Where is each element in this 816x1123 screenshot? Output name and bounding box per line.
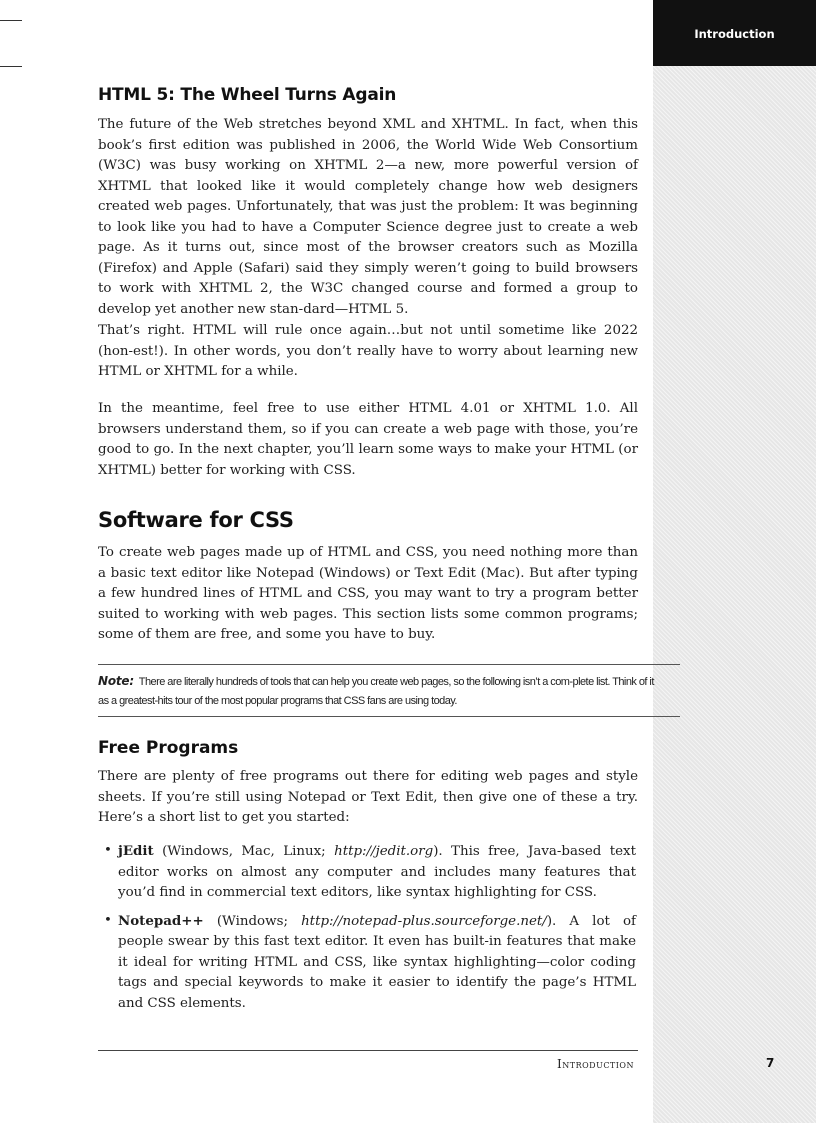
- section-heading-html5: HTML 5: The Wheel Turns Again: [98, 85, 397, 105]
- section-software-paragraph: [98, 543, 638, 646]
- chapter-tab-label: Introduction: [694, 27, 775, 41]
- note-box: [98, 664, 680, 717]
- section-html5: [98, 85, 638, 105]
- crop-mark-middle: [0, 66, 22, 67]
- bullet: •: [104, 912, 112, 928]
- program-url[interactable]: http://jedit.org: [334, 844, 434, 859]
- list-item: [104, 841, 636, 904]
- section-heading-software: Software for CSS: [98, 508, 294, 532]
- note-text: There are literally hundreds of tools that can help you create web pages, so the following isn’t a com-plete list. Think of it as a greatest-hits tour of the most popular programs that CSS fans are using today.: [98, 676, 654, 707]
- chapter-tab: [653, 0, 816, 66]
- list-item: [104, 911, 636, 1015]
- program-description: ). A lot of people swear by this fast text editor. It even has built-in features that make it ideal for writing HTML and CSS, like syntax highlighting—color coding tags and special keywords to make it easier to identify the page’s HTML and CSS elements.: [118, 913, 636, 1011]
- program-name: jEdit: [118, 843, 154, 859]
- bullet: •: [104, 843, 112, 858]
- program-description: ). This free, Java-based text editor works on almost any computer and includes many features that you’d find in commercial text editors, like syntax highlighting for CSS.: [118, 844, 636, 900]
- section-html5-paragraph-2: [98, 321, 638, 383]
- section-software: [98, 508, 638, 532]
- program-name: Notepad++: [118, 912, 204, 929]
- footer-rule: [98, 1050, 638, 1051]
- crop-mark-top: [0, 20, 22, 21]
- body-paragraph: The future of the Web stretches beyond XML and XHTML. In fact, when this book’s first edition was published in 2006, the World Wide Web Consortium (W3C) was busy working on XHTML 2—a new, more powerful version of XHTML that looked like it would completely change how web designers created web pages. Unfortunately, that was just the problem: It was beginning to look like you had to have a Computer Science degree just to create a web page. As it turns out, since most of the browser creators such as Mozilla (Firefox) and Apple (Safari) said they simply weren’t going to build browsers to work with XHTML 2, the W3C changed course and formed a group to develop yet another new stan-dard—HTML 5.: [98, 117, 638, 317]
- running-footer: Introduction: [557, 1057, 634, 1071]
- section-html5-paragraph-3: [98, 399, 638, 481]
- program-platforms: (Windows, Mac, Linux;: [153, 844, 335, 859]
- section-html5-paragraph-1: [98, 115, 638, 320]
- body-paragraph: In the meantime, feel free to use either HTML 4.01 or XHTML 1.0. All browsers understand them, so if you can create a web page with those, you’re good to go. In the next chapter, you’ll learn some ways to make your HTML (or XHTML) better for working with CSS.: [98, 401, 638, 478]
- body-paragraph: That’s right. HTML will rule once again…but not until sometime like 2022 (hon-est!). In other words, you don’t really have to worry about learning new HTML or XHTML for a while.: [98, 323, 638, 379]
- program-list: [104, 841, 636, 1014]
- section-heading-free-programs: Free Programs: [98, 738, 239, 758]
- note-paragraph: [98, 672, 654, 711]
- margin-strip: [653, 0, 816, 1123]
- section-free-programs: [98, 738, 638, 758]
- body-paragraph: There are plenty of free programs out there for editing web pages and style sheets. If you’re still using Notepad or Text Edit, then give one of these a try. Here’s a short list to get you started:: [98, 769, 638, 825]
- program-url[interactable]: http://notepad-plus.sourceforge.net/: [301, 913, 547, 929]
- program-platforms: (Windows;: [203, 913, 302, 929]
- section-free-programs-paragraph: [98, 767, 638, 829]
- note-label: Note:: [98, 674, 134, 688]
- page-number: 7: [766, 1056, 775, 1070]
- body-paragraph: To create web pages made up of HTML and CSS, you need nothing more than a basic text editor like Notepad (Windows) or Text Edit (Mac). But after typing a few hundred lines of HTML and CSS, you may want to try a program better suited to working with web pages. This section lists some common programs; some of them are free, and some you have to buy.: [98, 545, 638, 642]
